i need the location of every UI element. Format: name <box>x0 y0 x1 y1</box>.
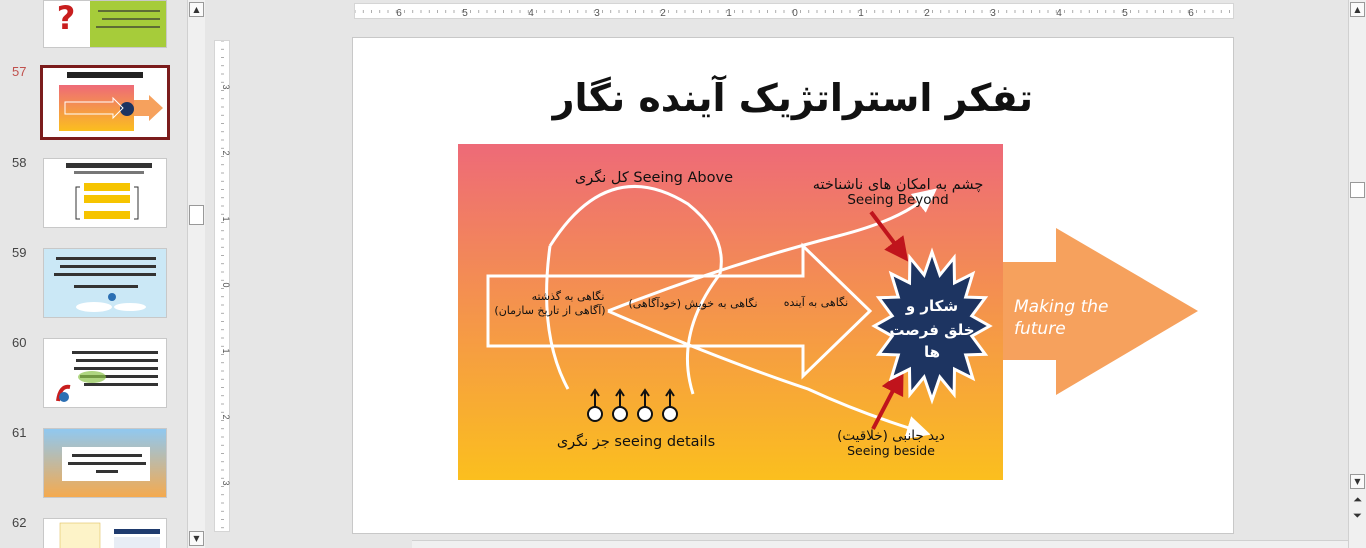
slide-number-59: 59 <box>12 245 27 260</box>
making-future-line1: Making the <box>1014 297 1109 317</box>
horizontal-scrollbar[interactable] <box>412 540 1366 548</box>
ruler-label: 2 <box>221 414 231 420</box>
slide-thumbnail-57[interactable] <box>40 65 170 140</box>
past-sublabel: (آگاهی از تاریخ سازمان) <box>494 304 606 317</box>
ruler-label: 6 <box>1188 8 1194 19</box>
past-label: نگاهی به گذشته <box>531 290 605 303</box>
ruler-label: 3 <box>221 84 231 90</box>
scroll-down-arrow-icon[interactable]: ▼ <box>1350 474 1365 489</box>
next-slide-icon[interactable]: ⏷ <box>1353 509 1362 522</box>
strategic-thinking-diagram[interactable] <box>458 144 1203 480</box>
ruler-label: 4 <box>1056 8 1062 19</box>
slide-thumbnail-56[interactable] <box>43 0 167 48</box>
seeing-beside-en-label: Seeing beside <box>847 443 935 458</box>
slide-number-60: 60 <box>12 335 27 350</box>
thumbnail-preview <box>43 68 167 137</box>
slide-scrollbar[interactable] <box>1348 0 1366 548</box>
scroll-down-arrow-icon[interactable]: ▼ <box>189 531 204 546</box>
svg-text:?: ? <box>56 1 76 37</box>
slide-editing-area <box>206 0 1348 548</box>
slide-thumbnail-62[interactable] <box>43 518 167 548</box>
seeing-above-label: کل نگری Seeing Above <box>574 170 733 186</box>
slide-number-61: 61 <box>12 425 27 440</box>
slide-thumbnail-61[interactable] <box>43 428 167 498</box>
future-look-label: نگاهی به آینده <box>783 296 849 309</box>
ruler-label: 0 <box>792 8 798 19</box>
thumbnail-scrollbar[interactable] <box>187 0 205 548</box>
ruler-label: 5 <box>462 8 468 19</box>
seeing-beyond-en-label: Seeing Beyond <box>847 192 949 208</box>
slide-canvas[interactable] <box>352 37 1234 534</box>
star-label-line3: ها <box>923 343 941 361</box>
thumbnail-preview <box>44 519 167 548</box>
slide-number-58: 58 <box>12 155 27 170</box>
slide-thumbnail-59[interactable] <box>43 248 167 318</box>
ruler-label: 4 <box>528 8 534 19</box>
thumbnail-preview <box>44 249 167 318</box>
thumbnail-preview <box>44 159 167 228</box>
seeing-beside-fa-label: دید جانبی (خلاقیت) <box>837 428 945 444</box>
ruler-label: 1 <box>726 8 732 19</box>
scrollbar-thumb[interactable] <box>1350 182 1365 198</box>
ruler-ticks <box>355 4 1235 20</box>
ruler-label: 3 <box>221 480 231 486</box>
ruler-label: 1 <box>221 348 231 354</box>
previous-slide-icon[interactable]: ⏶ <box>1353 493 1362 506</box>
self-awareness-label: نگاهی به خویش (خودآگاهی) <box>628 297 758 310</box>
scroll-up-arrow-icon[interactable]: ▲ <box>189 2 204 17</box>
scrollbar-thumb[interactable] <box>189 205 204 225</box>
making-future-line2: future <box>1014 319 1066 339</box>
scroll-up-arrow-icon[interactable]: ▲ <box>1350 2 1365 17</box>
ruler-label: 0 <box>221 282 231 288</box>
vertical-ruler[interactable] <box>214 40 230 532</box>
slide-thumbnail-pane <box>0 0 206 548</box>
ruler-label: 2 <box>660 8 666 19</box>
thumbnail-preview <box>44 1 167 48</box>
star-label-line2: خلق فرصت <box>889 321 975 339</box>
star-label-line1: شکار و <box>905 297 959 315</box>
slide-number-62: 62 <box>12 515 27 530</box>
ruler-label: 2 <box>924 8 930 19</box>
ruler-ticks <box>215 41 231 533</box>
slide-thumbnail-58[interactable] <box>43 158 167 228</box>
ruler-label: 3 <box>990 8 996 19</box>
ruler-label: 1 <box>221 216 231 222</box>
ruler-label: 5 <box>1122 8 1128 19</box>
thumbnail-preview <box>44 429 167 498</box>
seeing-beyond-fa-label: چشم به امکان های ناشناخته <box>812 177 984 193</box>
slide-number-57: 57 <box>12 64 27 79</box>
seeing-details-label: جز نگری seeing details <box>556 434 716 450</box>
slide-thumbnail-60[interactable] <box>43 338 167 408</box>
horizontal-ruler[interactable] <box>354 3 1234 19</box>
thumbnail-preview <box>44 339 167 408</box>
ruler-label: 1 <box>858 8 864 19</box>
ruler-label: 3 <box>594 8 600 19</box>
ruler-label: 6 <box>396 8 402 19</box>
slide-title[interactable]: تفکر استراتژیک آینده نگار <box>552 76 1033 120</box>
ruler-label: 2 <box>221 150 231 156</box>
